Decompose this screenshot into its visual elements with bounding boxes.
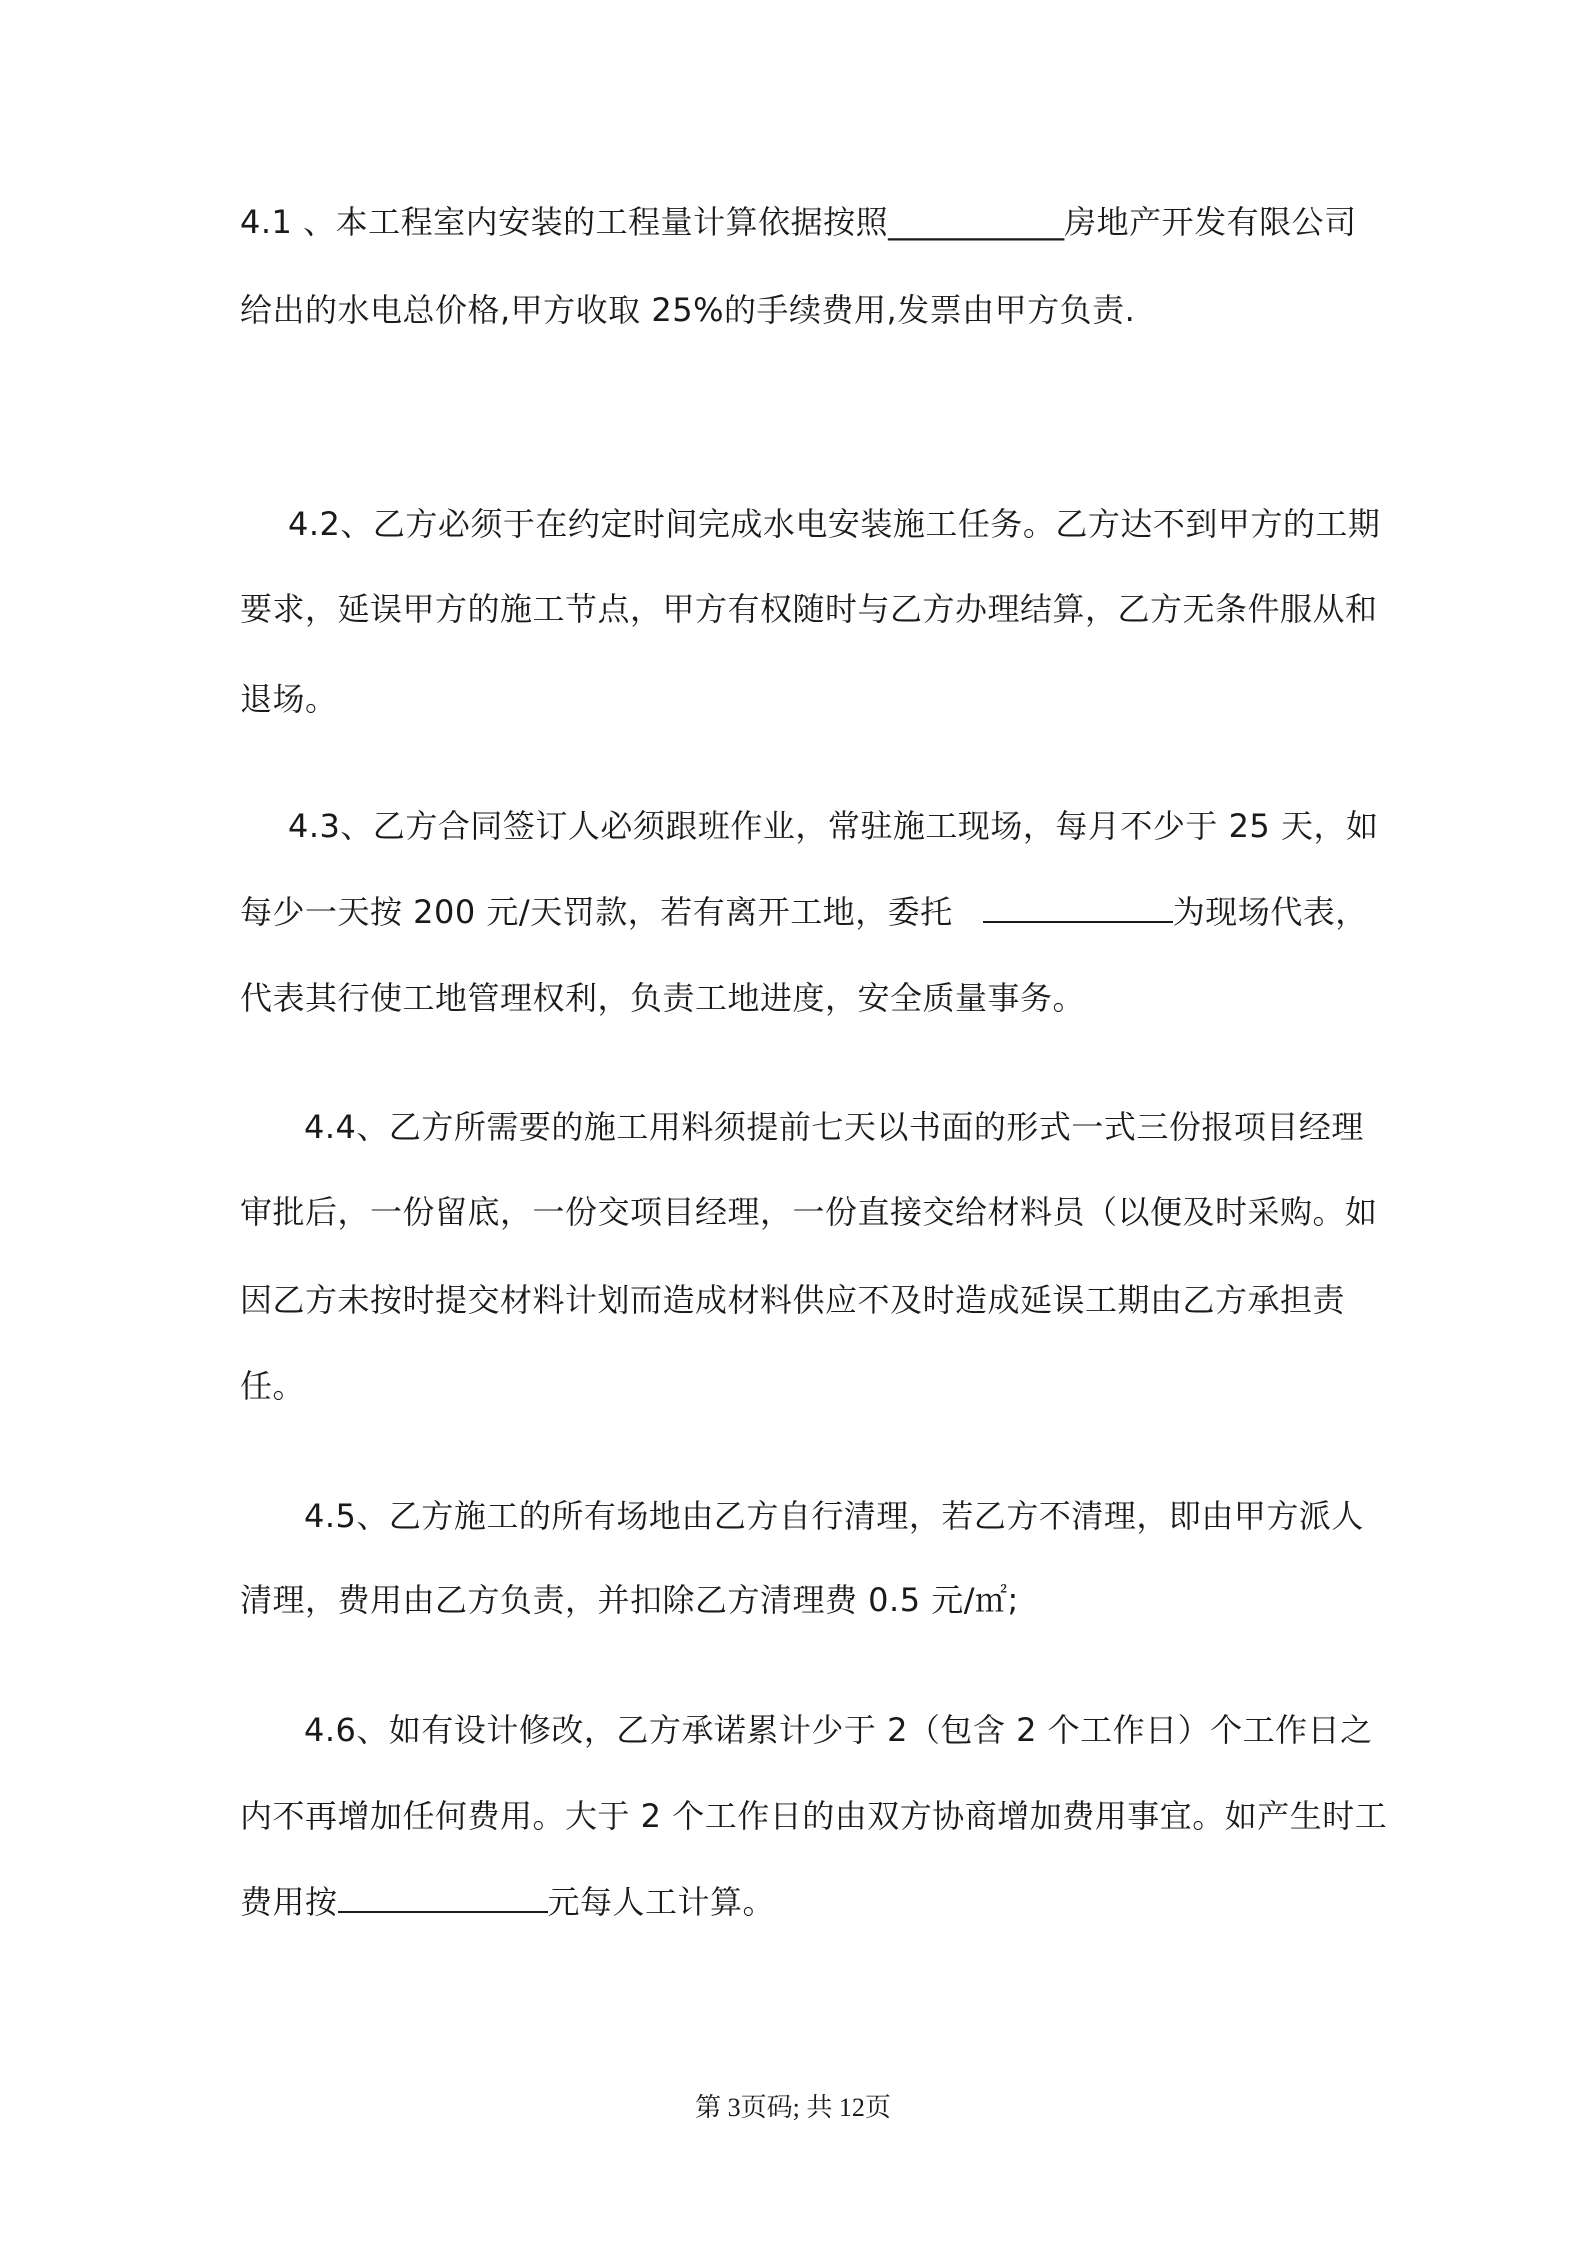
clause-4-4-line-3: 因乙方未按时提交材料计划而造成材料供应不及时造成延误工期由乙方承担责 <box>240 1281 1346 1319</box>
clause-4-1-text: 4.1 、本工程室内安装的工程量计算依据按照 <box>240 203 889 241</box>
wage-rate-blank <box>338 1881 548 1913</box>
clause-4-5-line-2: 清理，费用由乙方负责，并扣除乙方清理费 0.5 元/㎡; <box>240 1581 1019 1619</box>
clause-4-2-line-3: 退场。 <box>240 680 338 718</box>
fill-in-blank: ___________ <box>888 203 1065 241</box>
clause-4-4-line-4: 任。 <box>240 1367 306 1405</box>
clause-4-4-line-1: 4.4、乙方所需要的施工用料须提前七天以书面的形式一式三份报项目经理 <box>304 1108 1364 1146</box>
clause-4-2-line-2: 要求，延误甲方的施工节点，甲方有权随时与乙方办理结算，乙方无条件服从和 <box>240 590 1378 628</box>
clause-4-2-line-1: 4.2、乙方必须于在约定时间完成水电安装施工任务。乙方达不到甲方的工期 <box>288 505 1381 543</box>
clause-4-6-line-3 <box>240 1881 1360 1922</box>
clause-4-3-line-3: 代表其行使工地管理权利，负责工地进度，安全质量事务。 <box>240 979 1086 1017</box>
clause-4-6-line-1: 4.6、如有设计修改，乙方承诺累计少于 2（包含 2 个工作日）个工作日之 <box>304 1711 1373 1749</box>
representative-blank <box>983 891 1173 923</box>
clause-4-1-company: 房地产开发有限公司 <box>1064 203 1357 241</box>
clause-4-3-line-1: 4.3、乙方合同签订人必须跟班作业，常驻施工现场，每月不少于 25 天，如 <box>288 807 1379 845</box>
clause-4-3-line-2 <box>240 891 1368 932</box>
clause-4-6-text: 费用按 <box>240 1883 338 1921</box>
clause-4-5-line-1: 4.5、乙方施工的所有场地由乙方自行清理，若乙方不清理，即由甲方派人 <box>304 1497 1364 1535</box>
clause-4-1-line-1 <box>240 202 1360 242</box>
clause-4-6-unit-text: 元每人工计算。 <box>547 1883 776 1921</box>
page-footer: 第 3页码; 共 12页 <box>695 2093 891 2122</box>
clause-4-6-line-2: 内不再增加任何费用。大于 2 个工作日的由双方协商增加费用事宜。如产生时工 <box>240 1797 1388 1835</box>
clause-4-3-representative-label: 为现场代表， <box>1172 893 1368 931</box>
clause-4-1-line-2: 给出的水电总价格,甲方收取 25%的手续费用,发票由甲方负责. <box>240 291 1136 329</box>
clause-4-3-text: 每少一天按 200 元/天罚款，若有离开工地，委托 <box>240 893 953 931</box>
clause-4-4-line-2: 审批后，一份留底，一份交项目经理，一份直接交给材料员（以便及时采购。如 <box>240 1193 1378 1231</box>
